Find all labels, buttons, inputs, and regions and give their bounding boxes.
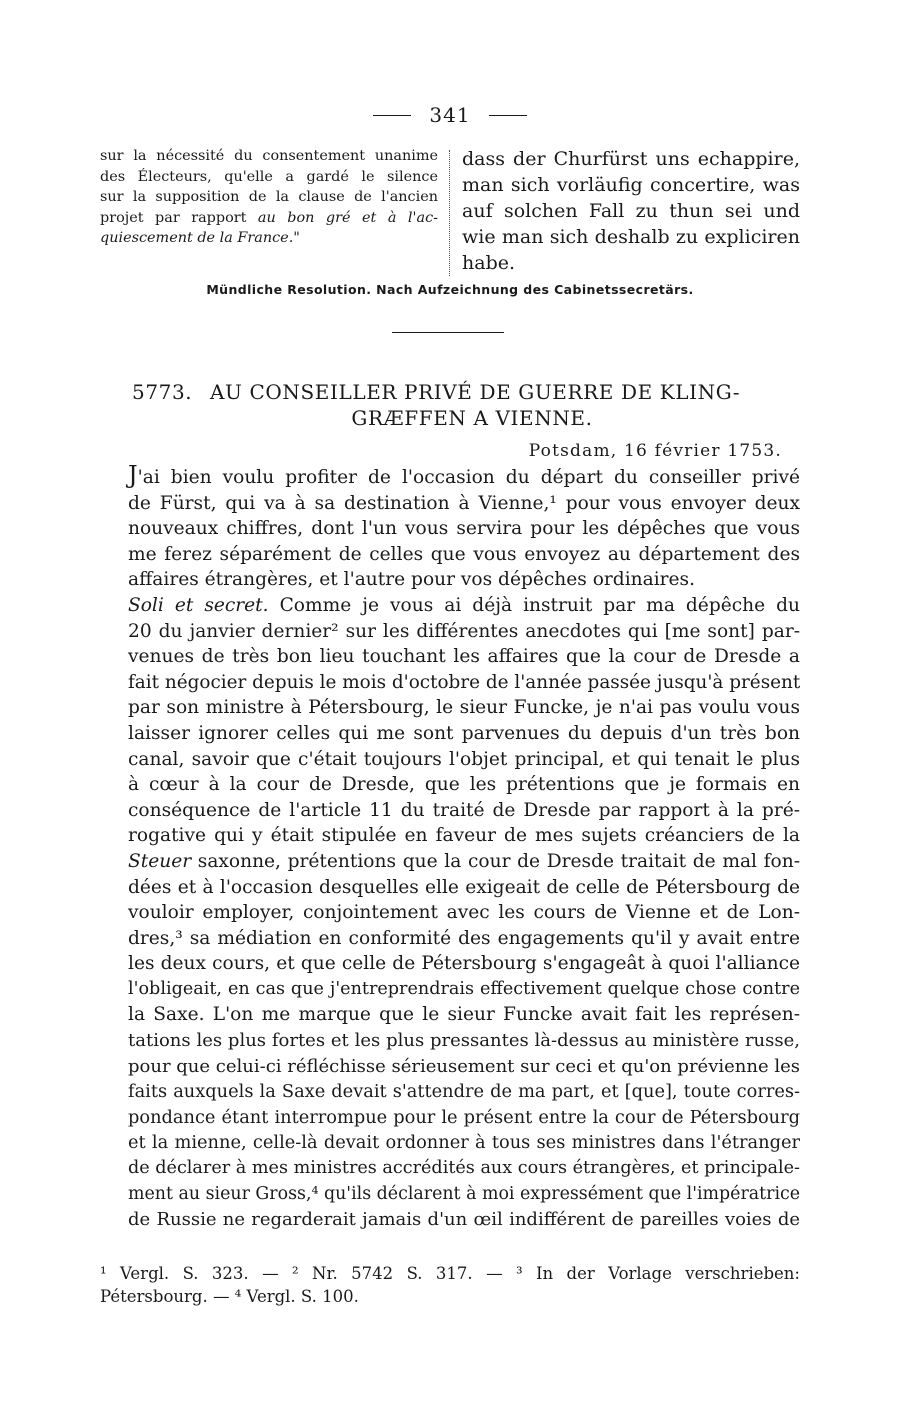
heading-line-2: GRÆFFEN A VIENNE. (351, 406, 593, 430)
page-number-row (0, 100, 900, 130)
fragment-left-line: des Électeurs, qu'elle a gardé le silence (100, 168, 438, 185)
fragment-right-line: habe. (462, 252, 516, 274)
body-line: canal, savoir que c'était toujours l'objet principal, et qui tenait le plus (128, 748, 800, 770)
fragment-left-line: projet par rapport au bon gré et à l'ac- (100, 209, 438, 226)
body-line: ment au sieur Gross,⁴ qu'ils déclarent à moi expressément que l'impératrice (128, 1183, 801, 1204)
fragment-left-line: sur la nécessité du consentement unanime (100, 148, 438, 164)
body-line: et la mienne, celle-là devait ordonner à tous ses ministres dans l'étranger (128, 1132, 800, 1154)
letter-number: 5773. (132, 380, 193, 404)
body-line: l'obligeait, en cas que j'entreprendrais effectivement quelque chose contre (128, 978, 800, 999)
page-number-dash-left (373, 115, 411, 116)
letter-body (100, 463, 800, 1233)
fragment-right-line: man sich vorläufig concertire, was (462, 174, 800, 196)
body-line: nouveaux chiffres, dont l'un vous servira pour les dépêches que vous (128, 518, 800, 540)
column-divider (449, 150, 450, 276)
resolution-note: Mündliche Resolution. Nach Aufzeichnung des Cabinetssecretärs. (206, 282, 694, 297)
fragment-left-column (100, 146, 438, 249)
footnotes (100, 1262, 800, 1308)
body-line: rogative qui y était stipulée en faveur de mes sujets créanciers de la (128, 825, 800, 847)
body-line: dées et à l'occasion desquelles elle exigeait de celle de Pétersbourg de (128, 876, 800, 898)
body-line: pour que celui-ci réfléchisse sérieusement sur ceci et qu'on prévienne les (128, 1055, 800, 1077)
footnote-line: Pétersbourg. — ⁴ Vergl. S. 100. (100, 1287, 359, 1306)
page-number-dash-right (489, 115, 527, 116)
section-separator-rule (392, 332, 504, 333)
body-line: de Fürst, qui va à sa destination à Vienne,¹ pour vous envoyer deux (128, 492, 800, 514)
body-line: de déclarer à mes ministres accrédités aux cours étrangères, et principale- (128, 1158, 800, 1179)
fragment-left-line: quiescement de la France." (100, 230, 300, 246)
body-line: vouloir employer, conjointement avec les cours de Vienne et de Lon- (128, 902, 800, 924)
body-line: faits auxquels la Saxe devait s'attendre de ma part, et [que], toute corres- (128, 1081, 800, 1103)
paragraph-2 (100, 593, 800, 1233)
body-line: laisser ignorer celles qui me sont parvenues du depuis d'un très bon (128, 722, 800, 744)
body-line: Soli et secret. Comme je vous ai déjà instruit par ma dépêche du (128, 594, 800, 616)
body-line: fait négocier depuis le mois d'octobre de l'année passée jusqu'à présent (128, 671, 801, 693)
body-line: conséquence de l'article 11 du traité de Dresde par rapport à la pré- (128, 799, 800, 821)
body-line: dres,³ sa médiation en conformité des engagements qu'il y avait entre (128, 927, 800, 949)
body-line: J'ai bien voulu profiter de l'occasion du départ du conseiller privé (128, 461, 800, 489)
body-line: par son ministre à Pétersbourg, le sieur Funcke, je n'ai pas voulu vous (128, 697, 800, 719)
fragment-left-line: sur la supposition de la clause de l'ancien (100, 189, 438, 205)
paragraph-1 (100, 463, 800, 593)
body-line: pondance étant interrompue pour le présent entre la cour de Pétersbourg (128, 1106, 800, 1128)
heading-line-1: AU CONSEILLER PRIVÉ DE GUERRE DE KLING- (210, 380, 741, 404)
body-line: de Russie ne regarderait jamais d'un œil indifférent de pareilles voies de (128, 1209, 800, 1231)
page-number: 341 (429, 103, 471, 127)
body-line: la Saxe. L'on me marque que le sieur Funcke avait fait les représen- (128, 1004, 800, 1026)
letter-heading (132, 379, 772, 431)
body-line: affaires étrangères, et l'autre pour vos dépêches ordinaires. (128, 569, 696, 591)
fragment-right-line: wie man sich deshalb zu expliciren (462, 226, 800, 248)
footnote-line: ¹ Vergl. S. 323. — ² Nr. 5742 S. 317. — ³ In der Vorlage verschrieben: (100, 1264, 800, 1283)
fragment-right-line: dass der Churfürst uns echappire, (462, 148, 800, 170)
body-line: 20 du janvier dernier² sur les différentes anecdotes qui [me sont] par- (128, 620, 800, 642)
body-line: à cœur à la cour de Dresde, que les prétentions que je formais en (128, 774, 800, 796)
body-line: tations les plus fortes et les plus pressantes là-dessus au ministère russe, (128, 1030, 800, 1052)
fragment-right-column (462, 146, 800, 276)
fragment-right-line: auf solchen Fall zu thun sei und (462, 200, 800, 222)
body-line: me ferez séparément de celles que vous envoyez au département des (128, 543, 800, 565)
body-line: venues de très bon lieu touchant les affaires que la cour de Dresde a (128, 646, 800, 668)
dateline: Potsdam, 16 février 1753. (528, 441, 782, 461)
body-line: les deux cours, et que celle de Pétersbourg s'engageât à quoi l'alliance (128, 953, 800, 975)
body-line: Steuer saxonne, prétentions que la cour de Dresde traitait de mal fon- (128, 850, 800, 872)
